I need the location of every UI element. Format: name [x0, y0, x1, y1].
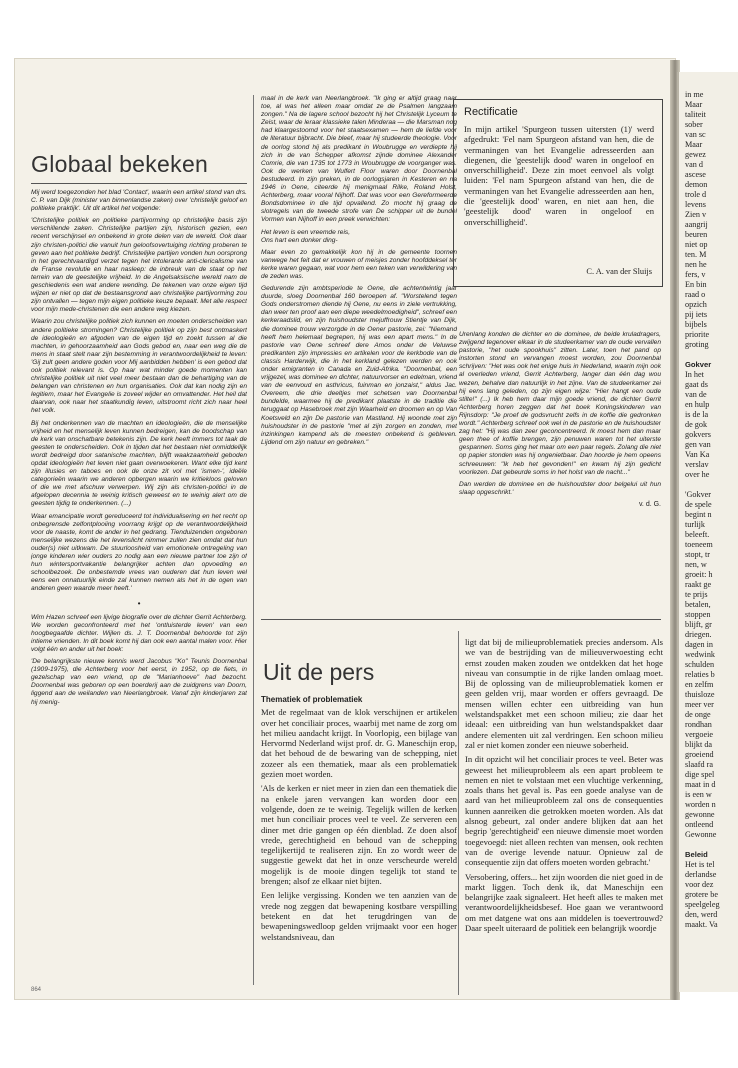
right-page-line: Gewonne — [685, 830, 717, 839]
right-page-line: Maar — [685, 100, 703, 109]
right-page-line: te prijs — [685, 590, 708, 599]
pers-paragraph-2: 'Als de kerken er niet meer in zien dan een thematiek die na enkele jaren vervangen kan worden door een volgende, doen ze te weinig. Tegelijk willen de kerken met hun conciliair proces veel te veel. Ze serveren een diner met drie gangen op één dienblad. Ze doen alsof vrede, gerechtigheid en behoud van de schepping tegelijkertijd te realiseren zijn. En zo wordt weer de suggestie gewekt dat het in onze verscheurde wereld mogelijk is de mooie dingen tegelijk tot stand te brengen; alsof ze elkaar niet bijten. — [261, 783, 457, 887]
right-page-line: turlijk — [685, 520, 706, 529]
right-page-line: nen, w — [685, 560, 707, 569]
right-page-line: raakt ge — [685, 580, 712, 589]
right-page-line: driegen. — [685, 630, 712, 639]
section-bullet: • — [137, 598, 141, 608]
middle-paragraph-2: Maar even zo gemakkelijk kon hij in de gemeente toornen vanwege het feit dat er vrouwen of meisjes zonder hoofddeksel ter kerke waren gegaan, wat voor hem een teken van verwildering van de zeden was. — [261, 248, 457, 280]
right-page-line: wedwink — [685, 650, 716, 659]
rectificatie-text: In mijn artikel 'Spurgeon tussen uitersten (1)' werd afgedrukt: 'Fel nam Spurgeon afstand van hen, die de vermaningen van het Evangelie adresseerden aan diegenen, die 'geestelijk dood' waren in ongeloof en onverschilligheid'. Deze zin moet eenvoel als volgt luiden: 'Fel nam Spurgeon afstand van hen, die de vermaningen van het Evangelie adresseerden aan hen, die 'geestelijk dood' waren, en niet aan hen, die 'geestelijk dood' waren in ongeloof en onverschilligheid'. — [464, 124, 654, 227]
right-page-line: begint n — [685, 510, 712, 519]
right-page-line: is de la — [685, 410, 709, 419]
right-page-line: maakt. Va — [685, 920, 718, 929]
middle-paragraph-1: maal in de kerk van Neerlangbroek. "Ik ging er altijd graag naar toe, al was het alleen maar omdat ze de Psalmen langzaam zongen." Na de lagere school bezocht hij het Christelijk Lyceum te Zeist, waar de leraar klassieke talen Minderaa — die Marsman nog had klaargestoomd voor het staatsexamen — hem de liefde voor de literatuur bijbracht. Die bleef, maar hij studeerde theologie. Voor de oorlog stond hij als predikant in Woubrugge en verdiepte hij zich in de van Schepper afkomst zijnde dominee Alexander Comrie, die van 1735 tot 1773 in Woubrugge de voorganger was. Ook de werken van Wulfert Floor waren door Doornenbal bestudeerd. In zijn preken, in de oorlogsjaren in Kesteren en na 1946 in Oene, citeerde hij menigmaal Rilke, Roland Holst, Achterberg, maar vooral Nijhoff. Dat was voor een Gereformeerde Bondsdominee in die tijd opvallend. Zo mocht hij graag de slotregels van de tweede strofe van De schipper uit de bundel Vormen van Nijhoff in een preek verwichten: — [261, 95, 457, 224]
middle-paragraph-3: Gedurende zijn ambtsperiode te Oene, die achtentwintig jaar duurde, sloeg Doornenbal 160 beroepen af. "Worstelend tegen Gods onderstromen diende hij Oene, nu eens in ziele vertrukking, dan weer ten proof aan een diepe weedelmoedigheid", schreef een kerkeraadslid, en zijn huishoudster mejuffrouw Stientje van Dijk, die dominee trouw verzorgde in de Oener pastorie, zei: "Niemand heeft hem helemaal begrepen, hij was een apart mens." In de pastorie van Oene schreef dere Amos onder de Veluwse predikanten zijn impressies en artikelen voor de kerkbode van de classis Harderwijk, die in het kerkland gelezen werden en ook onder emigranten in Canada en Zuid-Afrika. "Doornenbal, een vrijgezel, was dominee en dichter, natuurvorser en edelman, vriend van de eenvoud en asthricus, fuinman en jonzaist," aldus Jac. Overeem, die drie deeltjes met schetsen van Doornenbal bundelde, waarmee hij de predikant plaatste in de traditie die teruggaat op Hasebroek met zijn Waarheid en droomen en op Van Koetsveld en zijn De pastorie van Mastland. Hij woonde met zijn huishoudster in de pastorie "met al zijn zorgen en zonden, met inzinkingen kampend als de meesten onbekend is gebleven. Lijdend om zijn natuur en gebreken." — [261, 285, 457, 446]
right-page-line: de gok — [685, 420, 708, 429]
right-page-line: den, werd — [685, 910, 718, 919]
verse-line-2: Ons hart een donker ding- — [261, 236, 338, 244]
right-page-line: fers, v — [685, 270, 706, 279]
pers-paragraph-6: Versobering, offers... het zijn woorden die niet goed in de markt liggen. Toch denk ik, dat Maneschijn een belangrijke zaak signaleert. Het heeft alles te maken met verantwoordelijkheidsbesef. Hoe gaan we verantwoord om met datgene wat ons aan middelen is toevertrouwd? Daar speelt uiteraard de politiek een belangrijk woordje — [465, 871, 663, 934]
urenlang-tail: Dan werden de dominee en de huishoudster door belgelui uit hun slaap opgeschrikt.' — [459, 480, 661, 496]
right-page-text — [679, 72, 738, 930]
rectificatie-title: Rectificatie — [464, 106, 518, 118]
right-page-line: nen he — [685, 260, 707, 269]
right-page-line: gokvers — [685, 430, 711, 439]
right-page-line: betalen, — [685, 600, 711, 609]
right-page-spacer — [685, 840, 738, 850]
right-page-line: de spele — [685, 500, 712, 509]
right-page-line: pij iets — [685, 310, 708, 319]
right-page-line: derlandse — [685, 870, 717, 879]
right-page-line: blijkt da — [685, 740, 713, 749]
wim-hazen-paragraph: Wim Hazen schreef een lijvige biografie over de dichter Gerrit Achterberg. We worden geconfronteerd met het 'ontluisterde leven' van een hoogbegaafde dichter. Wijlen ds. J. T. Doornenbal behoorde tot zijn intieme vrienden. In dit boek komt hij dan ook een aantal malen voor. Hier volgt één en ander uit het boek: — [31, 613, 247, 653]
right-page-line: dige spel — [685, 770, 715, 779]
right-page-line: blijft, gr — [685, 620, 712, 629]
right-page-heading: Beleid — [685, 850, 708, 859]
right-page-line: trole d — [685, 190, 707, 199]
right-page-line: opzich — [685, 300, 707, 309]
right-page-line: Maar — [685, 140, 703, 149]
right-page-line: dagen in — [685, 640, 713, 649]
globaal-quote-4: Waar emancipatie wordt gereduceerd tot individualisering en het recht op onbegrensde zelfontplooiing voorrang krijgt op de verantwoordelijkheid voor de naaste, komt de ander in het gedrang. Tienduizenden ongeboren menselijke wezens die het levenslicht nimmer zullen zien omdat dat hun ouder(s) niet uitkwam. De stuurloosheid van emotionele ontregeling van jonge kinderen wier ouders zo nodig aan een nieuwe partner toe zijn of hun wintersportvakantie belangrijker achten dan opvoeding en schoolbezoek. De onbestemde vrees van ouderen dat hun leven wel eens een onnatuurlijk einde zal kunnen nemen als het in de ogen van anderen geen waarde meer heeft.' — [31, 512, 247, 593]
right-page-line: groting — [685, 340, 709, 349]
right-page-line: gewez — [685, 150, 706, 159]
right-page-line: gen van — [685, 440, 711, 449]
right-page-line: levens — [685, 200, 706, 209]
right-page-line: ontleend — [685, 820, 714, 829]
urenlang-text: Urenlang konden de dichter en de dominee, de beide kruladragers, zwijgend tegenover elkaar in de studeerkamer van de oude vervallen pastorie, "het oude spookhuis" zitten. Later, toen het pand op instorten stond en vervangen moest worden, zou Doornenbal schrijven: "Het was ook het enige huis in Nederland, waarin mijn ook al overleden vriend, Gerrit Achterberg, langer dan één dag wou wezen, behalve dan natuurlijk in het zijne. Van de studeerkamer zei hij eens lang geleden, op zijn eigen wijze: "Hier hangt een oude stilte!" (...) Ik heb hem daar mijn goede vriend, de dichter Gerrit Achterberg horen zeggen dat het boek Koningskinderen van Rijnsdorp: "Je proef de godsvrucht zelfs in de koffie die gedronken wordt." Achterberg schreef ook wel in de pastorie en de huishoudster zag het: "Hij was dan zeer geconcentreerd. Ik moest hem dan maar geen thee of koffie brengen, zijn penuwen waren tot het uiterste gespannen. Soms ging het maar om een paar regels. Zolang die niet op papier stonden was hij ongenietbaar. Dan hoorde je hem opeens schreeuwen: "Ik heb het gevonden!" en kwam hij zijn gedicht voorlezen. Dat gebeurde soms in het holst van de nacht..." — [459, 331, 661, 476]
right-page-line: In het — [685, 370, 704, 379]
right-page-line: Zien v — [685, 210, 707, 219]
pers-subhead: Thematiek of problematiek — [261, 695, 363, 704]
right-page-line: Van Ka — [685, 450, 710, 459]
right-page-line: taliteit — [685, 110, 706, 119]
right-page-line: van sc — [685, 130, 706, 139]
right-page-line: maat in d — [685, 780, 716, 789]
right-page-line: Het is tel — [685, 860, 715, 869]
right-page-line: demon — [685, 180, 708, 189]
right-page-spacer — [685, 350, 738, 360]
right-page-heading: Gokver — [685, 360, 712, 369]
right-page-line: van d — [685, 160, 703, 169]
pers-paragraph-1: Met de regelmaat van de klok verschijnen er artikelen over het conciliair proces, waarbij met name de zorg om het milieu aandacht krijgt. In Voorlopig, een bijlage van Hervormd Nederland wijst prof. dr. G. Maneschijn erop, dat het behoud de de bewaring van de schepping, niet zozeer als een thematiek, maar als een problematiek gezien moet worden. — [261, 707, 457, 780]
right-page-line: vergoeie — [685, 730, 714, 739]
right-page-line: van de — [685, 390, 707, 399]
right-page-line: over he — [685, 470, 710, 479]
page-number: 864 — [31, 987, 42, 993]
right-page-line: en zelfm — [685, 680, 714, 689]
column-divider-1 — [253, 95, 254, 985]
right-page-line: beuren — [685, 230, 708, 239]
pers-paragraph-3: Een lelijke vergissing. Konden we ten aanzien van de vrede nog zeggen dat bewapening kostbare verspilling betekent en dat het terugdringen van de bewapeningswedloop gelden vrijmaakt voor een hoger welstandsniveau, dan — [261, 890, 457, 942]
urenlang-column — [459, 331, 661, 631]
achterberg-quote: 'De belangrijkste nieuwe kennis werd Jacobus "Ko" Teunis Doornenbal (1909-1975), die Achterberg voor het eerst, in 1952, op de fiets, in gezelschap van een vriend, op de "Marianhoeve" had bezocht. Doornenbal was geboren op een boerderij aan de zuidgrens van Doorn, liggend aan de weilanden van Neerlangbroek. Vanaf zijn kinderjaren zat hij menig- — [31, 658, 247, 706]
right-page-line: in me — [685, 90, 704, 99]
right-page-line: priorite — [685, 330, 710, 339]
globaal-quote-1: 'Christelijke politiek en politieke partijvorming op christelijke basis zijn verschillende zaken. Christelijke partijen zijn, historisch gezien, een recent verschijnsel en onbekend in grote delen van de wereld. Ook daar zijn christen-politici die vanuit hun geloofsovertuiging richting proberen te geven aan het politieke bedrijf. Christelijke partijen vonden hun oorsprong in het gerechtvaardigd verzet tegen het intolerante anti-clericalisme van de Franse revolutie en haar nasleep: de inbreuk van de staat op het terrein van de geestelijke vrijheid. In de Angelsaksische wereld nam de geschiedenis een wat andere wending. De tekenen van onze eigen tijd wijzen er niet op dat de bestaansgrond aan christelijke partijvorming zou zijn ontvallen — tegen mijn eigen politieke keuze bepaalt. Met alle respect voor mijn mede-christenen die een andere weg kiezen. — [31, 217, 247, 314]
right-page-line: sober — [685, 120, 703, 129]
globaal-intro: Mij werd toegezonden het blad 'Contact', waarin een artikel stond van drs. C. P. van Dijk (minister van binnenlandse zaken) over 'christelijk geloof en politieke praktijk'. Uit dit artikel het volgende: — [31, 189, 247, 213]
right-page-line: de onge — [685, 710, 711, 719]
globaal-quote-3: Bij het onderkennen van de machten en ideologieën, die de menselijke vrijheid en het menselijk leven kunnen bedreigen, kan de boodschap van de kerk van onschatbare betekenis zijn. De kerk heeft immers tot taak de geesten te onderscheiden. Ook in tijden dat het bestaan niet onmiddellijk wordt bedreigd door satanische machten, blijft waakzaamheid geboden opdat ideologieën het leven niet gaan overwoekeren. Want elke tijd kent zijn illusies en taboes en ook de onze zit vol met 'ismen-', ideële categorieën waarin we anderen opbergen waarin we kritiekloos geloven of die we met afschuw verwerpen. Wij zijn als christen-politici in de afgelopen decennia te weinig kritisch geweest en te weinig alert om de geesten tijdig te onderkennen. (...) — [31, 419, 247, 508]
right-page-line: speelgeleg — [685, 900, 720, 909]
right-page-line: ten. M — [685, 250, 707, 259]
right-page-line: slaafd ra — [685, 760, 713, 769]
verse-line-1: Het leven is een vreemde reis, — [261, 228, 351, 236]
rectificatie-box — [453, 99, 663, 287]
left-page — [14, 58, 676, 1000]
right-page-line: schulden — [685, 660, 715, 669]
rectificatie-body — [464, 124, 654, 260]
right-page-line: gaat ds — [685, 380, 708, 389]
right-page-line: raad o — [685, 290, 706, 299]
right-page-fragment — [677, 72, 738, 992]
pers-paragraph-5: In dit opzicht wil het conciliair proces te veel. Beter was geweest het milieuprobleem als een apart probleem te nemen en niet te volstaan met een vluchtige verkenning, zoals thans het geval is. Pas een goede analyse van de aard van het milieuprobleem zal ons de consequenties kunnen aanreiken die getrokken moeten worden. Als dat alsnog gebeurt, zal onder andere blijken dat aan het begrip 'gerechtigheid' een nieuwe dimensie moet worden toegevoegd: niet alleen rechten van mensen, ook rechten van de overige levende natuur. Opnieuw zal de consequentie zijn dat offers moeten worden gebracht.' — [465, 754, 663, 868]
right-page-line: relaties b — [685, 670, 715, 679]
globaal-quote-2: Waarin zou christelijke politiek zich kunnen en moeten onderscheiden van andere politieke stromingen? Christelijke politiek op zijn best ontmaskert de ideologieën en afgoden van de eigen tijd en zoekt tussen al die machten, in gehoorzaamheid aan Gods gebod en, naar een weg die de mens in staat stelt naar zijn bestemming in verantwoordelijkheid te leven: 'Gij zult geen andere goden voor Mij aanbidden hebben' is een gebod dat ook politiek relevant is. Op haar wat minder goede momenten kan christelijke politiek uit niet veel meer bestaan dan de behartiging van de belangen van christenen en hun organisaties. Ook dat kan nodig zijn en legitiem, maar het Evangelie is zoveel wijder en omvattender. Het heil dat daarvan, ook naar het staatkundig leven, uitstroomt richt zich naar heel het volk. — [31, 318, 247, 415]
pers-section-rule — [261, 619, 661, 620]
uit-de-pers-heading: Uit de pers — [263, 659, 375, 685]
right-page-line: 'Gokver — [685, 490, 712, 499]
right-page-line: en hulp — [685, 400, 710, 409]
right-page-line: bijbels — [685, 320, 707, 329]
globaal-column — [31, 189, 247, 999]
right-page-line: niet op — [685, 240, 708, 249]
right-page-line: groeiend — [685, 750, 714, 759]
right-page-line: rondhan — [685, 720, 712, 729]
right-page-line: meer ver — [685, 700, 714, 709]
middle-column — [261, 95, 457, 607]
right-page-line: stopt, tr — [685, 550, 711, 559]
pers-column-1 — [261, 695, 457, 995]
rectificatie-signature: C. A. van der Sluijs — [586, 267, 652, 276]
right-page-line: En bin — [685, 280, 707, 289]
right-page-line: groeit: h — [685, 570, 713, 579]
right-page-line: worden n — [685, 800, 716, 809]
right-page-line: stoppen — [685, 610, 711, 619]
right-page-line: voor dez — [685, 880, 714, 889]
pers-paragraph-4: ligt dat bij de milieuproblematiek precies andersom. Als we van de bestrijding van de milieuverwoesting echt ernst zouden maken zouden we ontdekken dat het hoge niveau van consumptie in de rijke landen omlaag moet. Bij de oplossing van de milieuproblematiek komen er geen gelden vrij, maar worden er offers gevraagd. De mensen willen echter een uitbreiding van hun welstandspakket met een schoon milieu; zie daar het ideaal: een uitbreiding van hun welstandspakket daar andere elementen uit zal verdringen. Een schoon milieu zal er niet komen zonder een nieuwe soberheid. — [465, 637, 663, 750]
right-page-line: grotere be — [685, 890, 718, 899]
globaal-heading-rule — [31, 183, 247, 184]
right-page-spacer — [685, 480, 738, 490]
right-page-line: aangrij — [685, 220, 708, 229]
right-page-line: thuisloze — [685, 690, 715, 699]
right-page-line: toeneem — [685, 540, 713, 549]
globaal-bekeken-heading: Globaal bekeken — [31, 151, 209, 177]
right-page-line: ascese — [685, 170, 706, 179]
right-page-line: beleeft. — [685, 530, 710, 539]
urenlang-signature: v. d. G. — [638, 500, 661, 508]
column-divider-2 — [458, 631, 459, 995]
pers-column-2 — [465, 637, 663, 995]
right-page-line: is een w — [685, 790, 712, 799]
right-page-line: gewonne — [685, 810, 715, 819]
right-page-line: verslav — [685, 460, 709, 469]
